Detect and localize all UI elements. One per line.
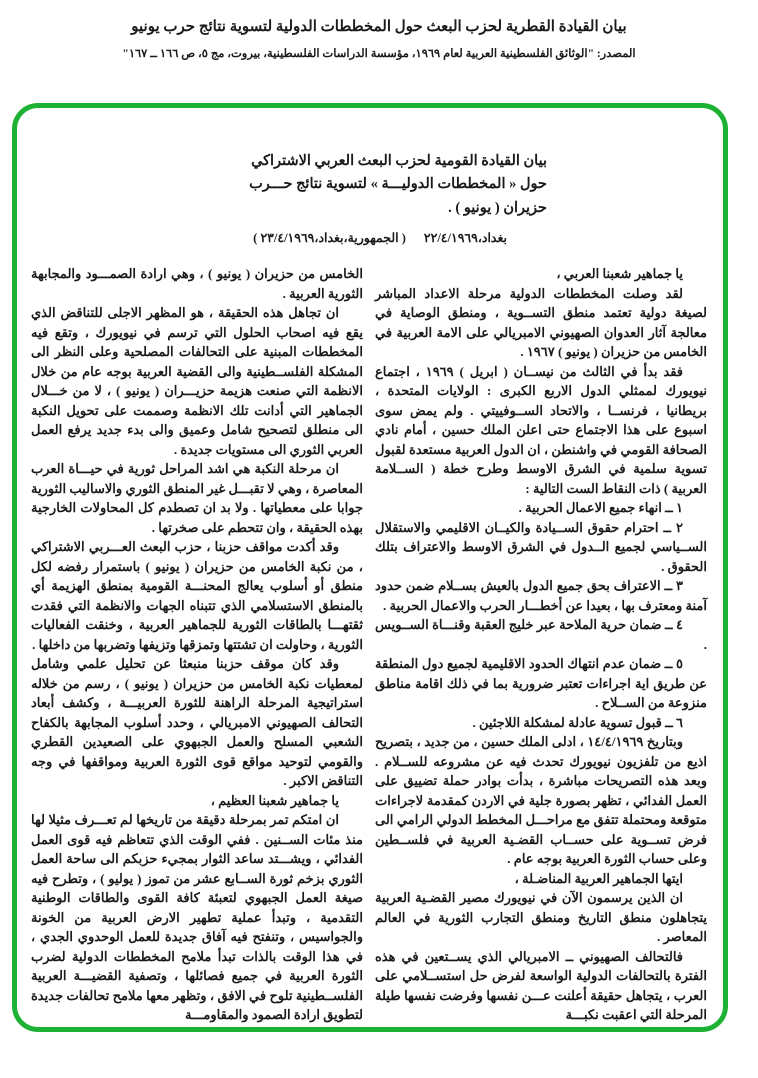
- paragraph: فقد بدأ في الثالث من نيســان ( ابريل ) ١٩٦٩ ، اجتماع نيويورك لممثلي الدول الاربع الكبرى : الولايات المتحدة ، بريطانيا ، فرنســا ، والاتحاد الســوفييتي . ولم يمض سوى اسبوع على هذا الاجتماع حتى اعلن الملك حسين ، أمام نادي الصحافة القومي في واشنطن ، ان الدول العربية مستعدة لقبول تسوية سلمية في الشرق الاوسط وطرح خطة ( الســلامة العربية ) ذات النقاط الست التالية :: [375, 363, 707, 496]
- paragraph: ايتها الجماهير العربية المناضـلة ،: [514, 870, 683, 886]
- paragraph: وقد كان موقف حزبنا منبعثا عن تحليل علمي وشامل لمعطيات نكبة الخامس من حزيران ( يونيو ) ، رسم من خلاله استراتيجية المرحلة الراهنة للثورة العربيـــة ، وكشف أبعاد التحالف الصهيوني الامبريالي ، وحدد أسلوب المجابهة بالكفاح الشعبي المسلح والعمل الجبهوي على الصعيدين القطري والقومي لتوحيد مواقع قوى الثورة العربية ومواقفها في وجه التناقض الاكبر .: [31, 656, 363, 789]
- dateline-source-ref: ( الجمهورية،بغداد،٢٣/٤/١٩٦٩ ): [253, 231, 406, 246]
- list-item: ١ ــ انهاء جميع الاعمال الحربية .: [518, 500, 683, 516]
- paragraph: ان الذين يرسمون الآن في نيويورك مصير القضـية العربية يتجاهلون منطق التاريخ ومنطق التجارب الثورية في العالم المعاصر .: [375, 890, 707, 945]
- dateline: [31, 230, 507, 246]
- page-title: بيان القيادة القطرية لحزب البعث حول المخططات الدولية لتسوية نتائج حرب يونيو: [131, 19, 627, 35]
- document-title-line: بيان القيادة القومية لحزب البعث العربي الاشتراكي: [251, 153, 547, 169]
- document-title-line: حول « المخططات الدوليـــة » لتسوية نتائج حـــرب: [249, 176, 547, 193]
- list-item: ٤ ــ ضمان حرية الملاحة عبر خليج العقبة وقنـــاة الســويس .: [375, 617, 707, 652]
- paragraph: فالتحالف الصهيوني ــ الامبريالي الذي يســتعين في هذه الفترة بالتحالفات الدولية الواسعة لفرض حل استســلامي على العرب ، يتجاهل حقيقة أعلنت عـــن نفسها وفرضت نفسها طيلة المرحلة التي اعقبت نكبـــة: [375, 948, 707, 1023]
- list-item: ٦ ــ قبول تسوية عادلة لمشكلة اللاجئين .: [472, 714, 683, 730]
- source-line: المصدر: "الوثائق الفلسطينية العربية لعام ١٩٦٩، مؤسسة الدراسات الفلسطينية، بيروت، مج ٥، ص ١٦٦ ــ ١٦٧": [122, 47, 636, 60]
- paragraph: وبتاريخ ١٤/٤/١٩٦٩ ، ادلى الملك حسين ، من جديد ، بتصريح اذيع من تلفزيون نيويورك تحدث فيه عن مشروعه للســلام . وبعد هذه التصريحات مباشرة ، بدأت بوادر حملة تضييق على العمل الفدائي ، تظهر بصورة جلية في الاردن كمقدمة لاجراءات متوقعة ومحتملة تتفق مع مراحـــل المخطط الدولي الرامي الى فرض تســوية على حســاب القضـية العربية في فلســطين وعلى حساب الثورة العربية بوجه عام .: [375, 734, 707, 867]
- body-columns: [31, 264, 707, 1025]
- paragraph: يا جماهير شعبنا العظيم ،: [210, 792, 339, 808]
- document-title: [209, 150, 547, 220]
- paragraph: الخامس من حزيران ( يونيو ) ، وهي ارادة الصمـــود والمجابهة الثورية العربية .: [31, 266, 363, 301]
- list-item: ٢ ــ احترام حقوق الســيادة والكيــان الاقليمي والاستقلال الســياسي لجميع الــدول في الشرق الاوسط والاعتراف بتلك الحقوق .: [375, 519, 707, 574]
- list-item: ٥ ــ ضمان عدم انتهاك الحدود الاقليمية لجميع دول المنطقة عن طريق اية اجراءات تعتبر ضرورية بما في ذلك اقامة مناطق منزوعة من الســلاح .: [375, 656, 707, 711]
- column-second: [31, 264, 363, 1025]
- paragraph: وقد أكدت مواقف حزبنا ، حزب البعث العـــربي الاشتراكي ، من نكبة الخامس من حزيران ( يونيو ) باستمرار رفضه لكل منطق أو أسلوب يعالج المحنـــة القومية بمنطق الهزيمة أي بالمنطق الاستسلامي الذي تتبناه الجهات والانظمة التي فقدت ثقتهـــا بالطاقات الثورية للجماهير العربية ، وخنقت الفعاليات الثورية ، وحاولت ان تشتتها وتمزقها وتزيفها وتضربها من داخلها .: [31, 539, 363, 652]
- paragraph: ان تجاهل هذه الحقيقة ، هو المظهر الاجلى للتناقض الذي يقع فيه اصحاب الحلول التي ترسم في نيويورك ، وتقع فيه المخططات المبنية على التحالفات المصلحية وعلى النظر الى المشكلة الفلســطينية والى القضية العربية بوجه عام من خلال الانظمة التي صنعت هزيمة حزيـــران ( يونيو ) ، لا من خـــلال الجماهير التي أدانت تلك الانظمة وصممت على تحويل النكبة الى منطلق لتصحيح شامل وعميق والى بدء جديد يرفع العمل العربي الثوري الى مستويات جديدة .: [31, 305, 363, 457]
- list-item: ٣ ــ الاعتراف بحق جميع الدول بالعيش بســلام ضمن حدود آمنة ومعترف بها ، بعيدا عن أخطـــار الحرب والاعمال الحربية .: [375, 578, 707, 613]
- column-first: [375, 264, 707, 1025]
- paragraph: يا جماهير شعبنا العربي ،: [556, 266, 683, 282]
- page-header: [0, 16, 758, 60]
- paragraph: لقد وصلت المخططات الدولية مرحلة الاعداد المباشر لصيغة دولية تعتمد منطق التســوية ، ومنطق الوصاية في معالجة آثار العدوان الصهيوني الامبريالي على الامة العربية في الخامس من حزيران ( يونيو ) ١٩٦٧ .: [375, 285, 707, 360]
- paragraph: ان امتكم تمر بمرحلة دقيقة من تاريخها لم تعـــرف مثيلا لها منذ مئات الســنين . ففي الوقت الذي تتعاظم فيه قوى العمل الفدائي ، ويشـــتد ساعد الثوار بمجيء حزبكم الى ساحة العمل الثوري بزخم ثورة الســابع عشر من تموز ( يوليو ) ، وتطرح فيه صيغة العمل الجبهوي لتعبئة كافة القوى والطاقات الوطنية التقدمية ، وتبدأ عملية تطهير الارض العربية من الخونة والجواسيس ، وتنفتح فيه آفاق جديدة للعمل الوحدوي الجدي ، في هذا الوقت بالذات تبدأ ملامح المخططات الدولية لضرب الثورة العربية في جميع فصائلها ، وتصفية القضيـــة العربية الفلســطينية تلوح في الافق ، وتظهر معها ملامح تحالفات جديدة لتطويق ارادة الصمود والمقاومـــة: [31, 812, 363, 1023]
- document-title-line: حزيران ( يونيو ) .: [448, 199, 547, 216]
- paragraph: ان مرحلة النكبة هي اشد المراحل ثورية في حيـــاة العرب المعاصرة ، وهي لا تقبـــل غير المنطق الثوري والاساليب الثورية جوابا على معطياتها . ولا بد ان تصطدم كل المحاولات الخارجية بهذه الحقيقة ، وان تتحطم على صخرتها .: [31, 461, 363, 535]
- dateline-place-date: بغداد،٢٢/٤/١٩٦٩: [423, 231, 507, 246]
- document-frame: [12, 103, 728, 1032]
